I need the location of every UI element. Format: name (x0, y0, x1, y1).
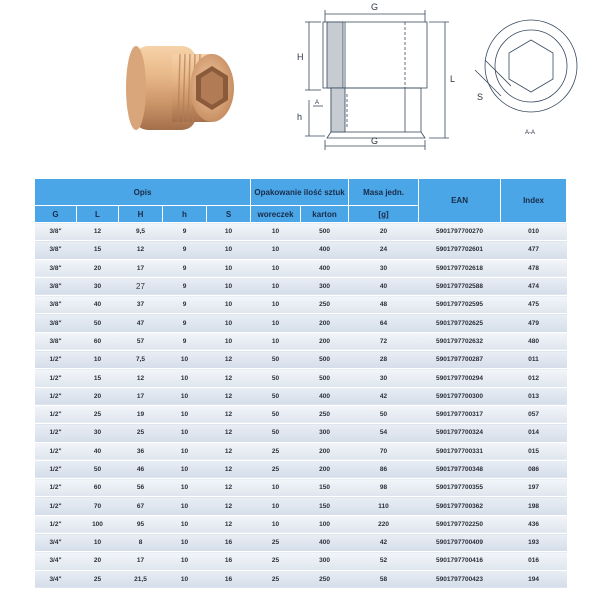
cell-karton: 500 (301, 369, 349, 387)
cell-h-upper: 46 (119, 460, 163, 478)
cell-s: 12 (207, 351, 251, 369)
cell-g: 3/8" (35, 223, 77, 241)
header-masa-unit: [g] (349, 206, 419, 223)
cell-woreczek: 25 (251, 534, 301, 552)
cell-woreczek: 10 (251, 314, 301, 332)
cell-h-upper: 25 (119, 424, 163, 442)
cell-h-lower: 10 (163, 442, 207, 460)
cell-s: 12 (207, 442, 251, 460)
cell-masa: 50 (349, 405, 419, 423)
cell-g: 3/8" (35, 314, 77, 332)
cell-index: 016 (501, 552, 567, 570)
cell-ean: 5901797702250 (419, 515, 501, 533)
cell-index: 477 (501, 241, 567, 259)
cell-h-lower: 10 (163, 515, 207, 533)
cell-l: 40 (77, 296, 119, 314)
cell-karton: 400 (301, 387, 349, 405)
cell-masa: 52 (349, 552, 419, 570)
cell-s: 16 (207, 534, 251, 552)
dim-g-bottom: G (371, 136, 379, 146)
cell-masa: 30 (349, 259, 419, 277)
cell-ean: 5901797702595 (419, 296, 501, 314)
cell-h-lower: 9 (163, 332, 207, 350)
cell-ean: 5901797700270 (419, 223, 501, 241)
section-mark-a: A (315, 100, 320, 106)
cell-ean: 5901797700362 (419, 497, 501, 515)
cell-index: 475 (501, 296, 567, 314)
cell-masa: 42 (349, 534, 419, 552)
cell-masa: 30 (349, 369, 419, 387)
dim-l: L (450, 74, 456, 84)
cell-ean: 5901797702632 (419, 332, 501, 350)
cell-h-upper: 36 (119, 442, 163, 460)
cell-woreczek: 25 (251, 442, 301, 460)
cell-woreczek: 10 (251, 479, 301, 497)
cell-index: 013 (501, 387, 567, 405)
cell-woreczek: 50 (251, 351, 301, 369)
cell-index: 086 (501, 460, 567, 478)
cell-h-lower: 10 (163, 534, 207, 552)
cell-karton: 400 (301, 534, 349, 552)
cell-ean: 5901797702618 (419, 259, 501, 277)
section-label: A-A (525, 130, 536, 136)
fitting-body (126, 46, 234, 130)
table-row (35, 424, 567, 442)
dim-h-lower: h (297, 112, 303, 122)
header-h-lower: h (163, 206, 207, 223)
cell-h-lower: 10 (163, 460, 207, 478)
cell-s: 10 (207, 241, 251, 259)
cell-g: 1/2" (35, 515, 77, 533)
cell-l: 15 (77, 241, 119, 259)
table-row (35, 387, 567, 405)
cell-index: 197 (501, 479, 567, 497)
cell-s: 12 (207, 424, 251, 442)
technical-drawing (285, 0, 600, 152)
table-row (35, 497, 567, 515)
cell-ean: 5901797702588 (419, 277, 501, 295)
cell-woreczek: 10 (251, 296, 301, 314)
cell-h-upper: 95 (119, 515, 163, 533)
cell-s: 10 (207, 277, 251, 295)
header-opis: Opis (35, 179, 251, 206)
dim-h-upper: H (297, 52, 304, 62)
cell-s: 12 (207, 387, 251, 405)
cell-l: 20 (77, 259, 119, 277)
side-section-view (297, 2, 455, 150)
cell-woreczek: 50 (251, 405, 301, 423)
table-body (35, 223, 567, 589)
cell-woreczek: 10 (251, 497, 301, 515)
cell-ean: 5901797700331 (419, 442, 501, 460)
table-row (35, 296, 567, 314)
header-g: G (35, 206, 77, 223)
cell-h-upper: 37 (119, 296, 163, 314)
cell-s: 12 (207, 369, 251, 387)
cell-l: 50 (77, 460, 119, 478)
cell-s: 12 (207, 515, 251, 533)
cell-masa: 98 (349, 479, 419, 497)
cell-l: 100 (77, 515, 119, 533)
cell-index: 478 (501, 259, 567, 277)
cell-masa: 64 (349, 314, 419, 332)
cell-h-lower: 10 (163, 387, 207, 405)
cell-masa: 220 (349, 515, 419, 533)
header-karton: karton (301, 206, 349, 223)
cell-s: 10 (207, 259, 251, 277)
cell-karton: 500 (301, 351, 349, 369)
cell-woreczek: 10 (251, 223, 301, 241)
header-masa: Masa jedn. (349, 179, 419, 206)
cell-l: 20 (77, 387, 119, 405)
product-photo (114, 22, 244, 152)
table-row (35, 332, 567, 350)
table-row (35, 515, 567, 533)
cell-g: 1/2" (35, 479, 77, 497)
cell-h-lower: 10 (163, 369, 207, 387)
cell-ean: 5901797700423 (419, 570, 501, 588)
cell-index: 479 (501, 314, 567, 332)
cell-karton: 250 (301, 570, 349, 588)
cell-g: 3/4" (35, 570, 77, 588)
table-row (35, 552, 567, 570)
cell-karton: 250 (301, 405, 349, 423)
cell-masa: 20 (349, 223, 419, 241)
cell-woreczek: 10 (251, 241, 301, 259)
cell-g: 1/2" (35, 442, 77, 460)
cell-ean: 5901797700324 (419, 424, 501, 442)
cell-s: 10 (207, 332, 251, 350)
cell-h-lower: 9 (163, 296, 207, 314)
table-row (35, 277, 567, 295)
cell-h-lower: 10 (163, 497, 207, 515)
cell-h-upper: 21,5 (119, 570, 163, 588)
cell-s: 12 (207, 460, 251, 478)
cell-h-lower: 9 (163, 223, 207, 241)
cell-h-lower: 9 (163, 259, 207, 277)
cell-h-lower: 10 (163, 424, 207, 442)
cell-masa: 86 (349, 460, 419, 478)
table-row (35, 314, 567, 332)
cell-g: 3/4" (35, 534, 77, 552)
cell-woreczek: 50 (251, 387, 301, 405)
dim-s: S (477, 92, 484, 102)
cell-masa: 42 (349, 387, 419, 405)
cell-index: 010 (501, 223, 567, 241)
cell-l: 25 (77, 405, 119, 423)
cell-karton: 200 (301, 314, 349, 332)
header-l: L (77, 206, 119, 223)
cell-g: 3/8" (35, 296, 77, 314)
cell-karton: 200 (301, 332, 349, 350)
table-row (35, 259, 567, 277)
header-opakowanie: Opakowanie ilość sztuk (251, 179, 349, 206)
cell-index: 480 (501, 332, 567, 350)
cell-g: 1/2" (35, 460, 77, 478)
cell-karton: 200 (301, 442, 349, 460)
cell-index: 012 (501, 369, 567, 387)
cell-ean: 5901797700355 (419, 479, 501, 497)
cell-h-upper: 47 (119, 314, 163, 332)
cell-karton: 150 (301, 479, 349, 497)
cell-g: 1/2" (35, 497, 77, 515)
cell-h-upper: 56 (119, 479, 163, 497)
cell-index: 198 (501, 497, 567, 515)
cell-h-upper: 17 (119, 259, 163, 277)
cell-masa: 48 (349, 296, 419, 314)
cell-woreczek: 10 (251, 332, 301, 350)
header-index: Index (501, 179, 567, 223)
cell-ean: 5901797700287 (419, 351, 501, 369)
table-row (35, 534, 567, 552)
cell-g: 3/8" (35, 259, 77, 277)
end-view (475, 20, 577, 136)
cell-h-lower: 9 (163, 241, 207, 259)
cell-h-lower: 10 (163, 405, 207, 423)
cell-s: 10 (207, 223, 251, 241)
cell-woreczek: 10 (251, 259, 301, 277)
cell-ean: 5901797700348 (419, 460, 501, 478)
cell-woreczek: 10 (251, 277, 301, 295)
cell-l: 30 (77, 424, 119, 442)
cell-ean: 5901797700294 (419, 369, 501, 387)
cell-karton: 300 (301, 552, 349, 570)
cell-h-upper: 9,5 (119, 223, 163, 241)
spec-table (34, 178, 567, 589)
cell-s: 10 (207, 314, 251, 332)
cell-masa: 40 (349, 277, 419, 295)
table-row (35, 369, 567, 387)
cell-index: 057 (501, 405, 567, 423)
cell-h-lower: 10 (163, 479, 207, 497)
cell-index: 193 (501, 534, 567, 552)
cell-l: 60 (77, 479, 119, 497)
table-row (35, 223, 567, 241)
cell-l: 70 (77, 497, 119, 515)
cell-woreczek: 25 (251, 570, 301, 588)
header-ean: EAN (419, 179, 501, 223)
cell-woreczek: 25 (251, 460, 301, 478)
cell-karton: 300 (301, 277, 349, 295)
cell-karton: 400 (301, 241, 349, 259)
cell-h-lower: 9 (163, 277, 207, 295)
cell-h-upper: 12 (119, 241, 163, 259)
cell-l: 30 (77, 277, 119, 295)
cell-l: 20 (77, 552, 119, 570)
cell-s: 12 (207, 479, 251, 497)
cell-h-upper: 17 (119, 552, 163, 570)
cell-h-upper: 8 (119, 534, 163, 552)
cell-karton: 100 (301, 515, 349, 533)
cell-h-upper: 17 (119, 387, 163, 405)
cell-index: 015 (501, 442, 567, 460)
cell-ean: 5901797700409 (419, 534, 501, 552)
cell-index: 014 (501, 424, 567, 442)
cell-g: 3/8" (35, 277, 77, 295)
cell-s: 16 (207, 570, 251, 588)
hex-profile (509, 40, 553, 92)
cell-index: 436 (501, 515, 567, 533)
header-s: S (207, 206, 251, 223)
cell-g: 3/8" (35, 241, 77, 259)
cell-woreczek: 10 (251, 515, 301, 533)
cell-l: 25 (77, 570, 119, 588)
cell-g: 1/2" (35, 369, 77, 387)
cell-woreczek: 25 (251, 552, 301, 570)
cell-masa: 58 (349, 570, 419, 588)
cell-l: 60 (77, 332, 119, 350)
table-row (35, 241, 567, 259)
cell-g: 1/2" (35, 387, 77, 405)
cell-masa: 72 (349, 332, 419, 350)
table-row (35, 405, 567, 423)
cell-h-upper: 12 (119, 369, 163, 387)
cell-h-upper: 57 (119, 332, 163, 350)
cell-ean: 5901797700300 (419, 387, 501, 405)
cell-karton: 250 (301, 296, 349, 314)
cell-s: 10 (207, 296, 251, 314)
cell-karton: 200 (301, 460, 349, 478)
cell-ean: 5901797702601 (419, 241, 501, 259)
cell-g: 1/2" (35, 424, 77, 442)
header-woreczek: woreczek (251, 206, 301, 223)
table-row (35, 442, 567, 460)
cell-s: 16 (207, 552, 251, 570)
table-row (35, 570, 567, 588)
cell-h-upper: 27 (119, 277, 163, 295)
cell-l: 12 (77, 223, 119, 241)
cell-woreczek: 50 (251, 424, 301, 442)
cell-masa: 110 (349, 497, 419, 515)
cell-h-lower: 10 (163, 351, 207, 369)
cell-ean: 5901797702625 (419, 314, 501, 332)
table-row (35, 351, 567, 369)
cell-index: 474 (501, 277, 567, 295)
table-row (35, 460, 567, 478)
cell-s: 12 (207, 497, 251, 515)
cell-h-upper: 67 (119, 497, 163, 515)
cell-l: 10 (77, 534, 119, 552)
cell-ean: 5901797700416 (419, 552, 501, 570)
dim-g-top: G (371, 2, 379, 12)
cell-l: 10 (77, 351, 119, 369)
cell-h-lower: 10 (163, 570, 207, 588)
cell-h-lower: 9 (163, 314, 207, 332)
header-h-upper: H (119, 206, 163, 223)
cell-woreczek: 50 (251, 369, 301, 387)
cell-l: 50 (77, 314, 119, 332)
cell-karton: 500 (301, 223, 349, 241)
cell-g: 3/4" (35, 552, 77, 570)
cell-s: 12 (207, 405, 251, 423)
cell-h-lower: 10 (163, 552, 207, 570)
cell-g: 1/2" (35, 351, 77, 369)
cell-karton: 400 (301, 259, 349, 277)
cell-g: 1/2" (35, 405, 77, 423)
cell-index: 011 (501, 351, 567, 369)
cell-masa: 28 (349, 351, 419, 369)
cell-ean: 5901797700317 (419, 405, 501, 423)
cell-karton: 300 (301, 424, 349, 442)
cell-h-upper: 7,5 (119, 351, 163, 369)
cell-h-upper: 19 (119, 405, 163, 423)
cell-masa: 70 (349, 442, 419, 460)
cell-karton: 150 (301, 497, 349, 515)
cell-masa: 24 (349, 241, 419, 259)
cell-l: 15 (77, 369, 119, 387)
cell-l: 40 (77, 442, 119, 460)
cell-index: 194 (501, 570, 567, 588)
cell-g: 3/8" (35, 332, 77, 350)
table-row (35, 479, 567, 497)
cell-masa: 54 (349, 424, 419, 442)
